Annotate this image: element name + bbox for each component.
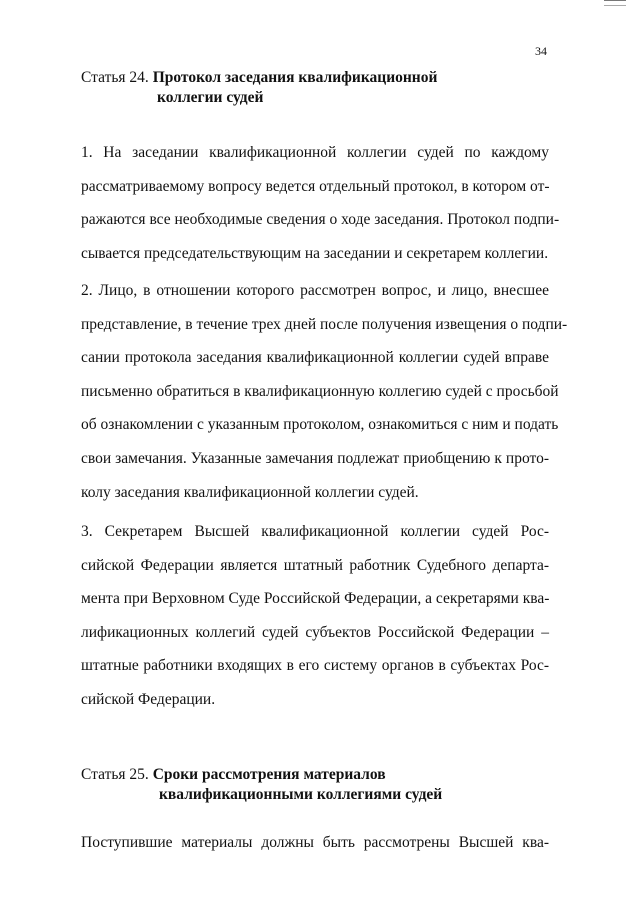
article-24-number: Статья 24. [81, 69, 149, 86]
article-24-paragraph-1 [81, 136, 560, 270]
text-line: штатные работники входящих в его систему органов в субъектах Рос- [81, 657, 549, 675]
text-line: колу заседания квалификационной коллегии судей. [81, 483, 419, 501]
article-25-heading-line-1 [81, 765, 442, 785]
article-25-title-line-2: квалификационными коллегиями судей [159, 786, 443, 803]
text-line: Поступившие материалы должны быть рассмотрены Высшей ква- [81, 834, 549, 851]
article-25-number: Статья 25. [81, 766, 149, 783]
text-line: представление, в течение трех дней после получения извещения о подпи- [81, 315, 568, 333]
article-24-title-line-1: Протокол заседания квалификационной [152, 69, 438, 86]
article-24-heading [81, 68, 437, 108]
text-line: об ознакомлении с указанным протоколом, ознакомиться с ним и подать [81, 416, 559, 434]
text-line: свои замечания. Указанные замечания подлежат приобщению к прото- [81, 449, 549, 467]
article-24-title-line-2: коллегии судей [157, 89, 264, 106]
text-line: 1. На заседании квалификационной коллегии судей по каждому [81, 144, 549, 161]
text-line: мента при Верховном Суде Российской Федерации, а секретарями ква- [81, 590, 550, 608]
article-24-heading-line-1 [81, 68, 437, 88]
text-line: 3. Секретарем Высшей квалификационной коллегии судей Рос- [81, 523, 549, 540]
text-line: рассматриваемому вопросу ведется отдельный протокол, в котором от- [81, 177, 550, 195]
scan-artifact-mark [604, 0, 626, 6]
text-line: сийской Федерации является штатный работник Судебного департа- [81, 556, 549, 574]
text-line: сании протокола заседания квалификационной коллегии судей вправе [81, 349, 549, 367]
article-24-paragraph-3 [81, 515, 549, 717]
article-25-title-line-1: Сроки рассмотрения материалов [152, 766, 386, 783]
text-line: письменно обратиться в квалификационную коллегию судей с просьбой [81, 382, 559, 400]
text-line: ражаются все необходимые сведения о ходе заседания. Протокол подпи- [81, 211, 560, 229]
article-24-paragraph-2 [81, 274, 568, 509]
article-25-heading [81, 765, 442, 805]
text-line: лификационных коллегий судей субъектов Российской Федерации – [81, 623, 549, 641]
article-25-paragraph-1 [81, 826, 549, 860]
text-line: сывается председательствующим на заседании и секретарем коллегии. [81, 244, 549, 262]
text-line: 2. Лицо, в отношении которого рассмотрен вопрос, и лицо, внесшее [81, 282, 549, 299]
page-number: 34 [535, 44, 547, 58]
text-line: сийской Федерации. [81, 690, 216, 708]
